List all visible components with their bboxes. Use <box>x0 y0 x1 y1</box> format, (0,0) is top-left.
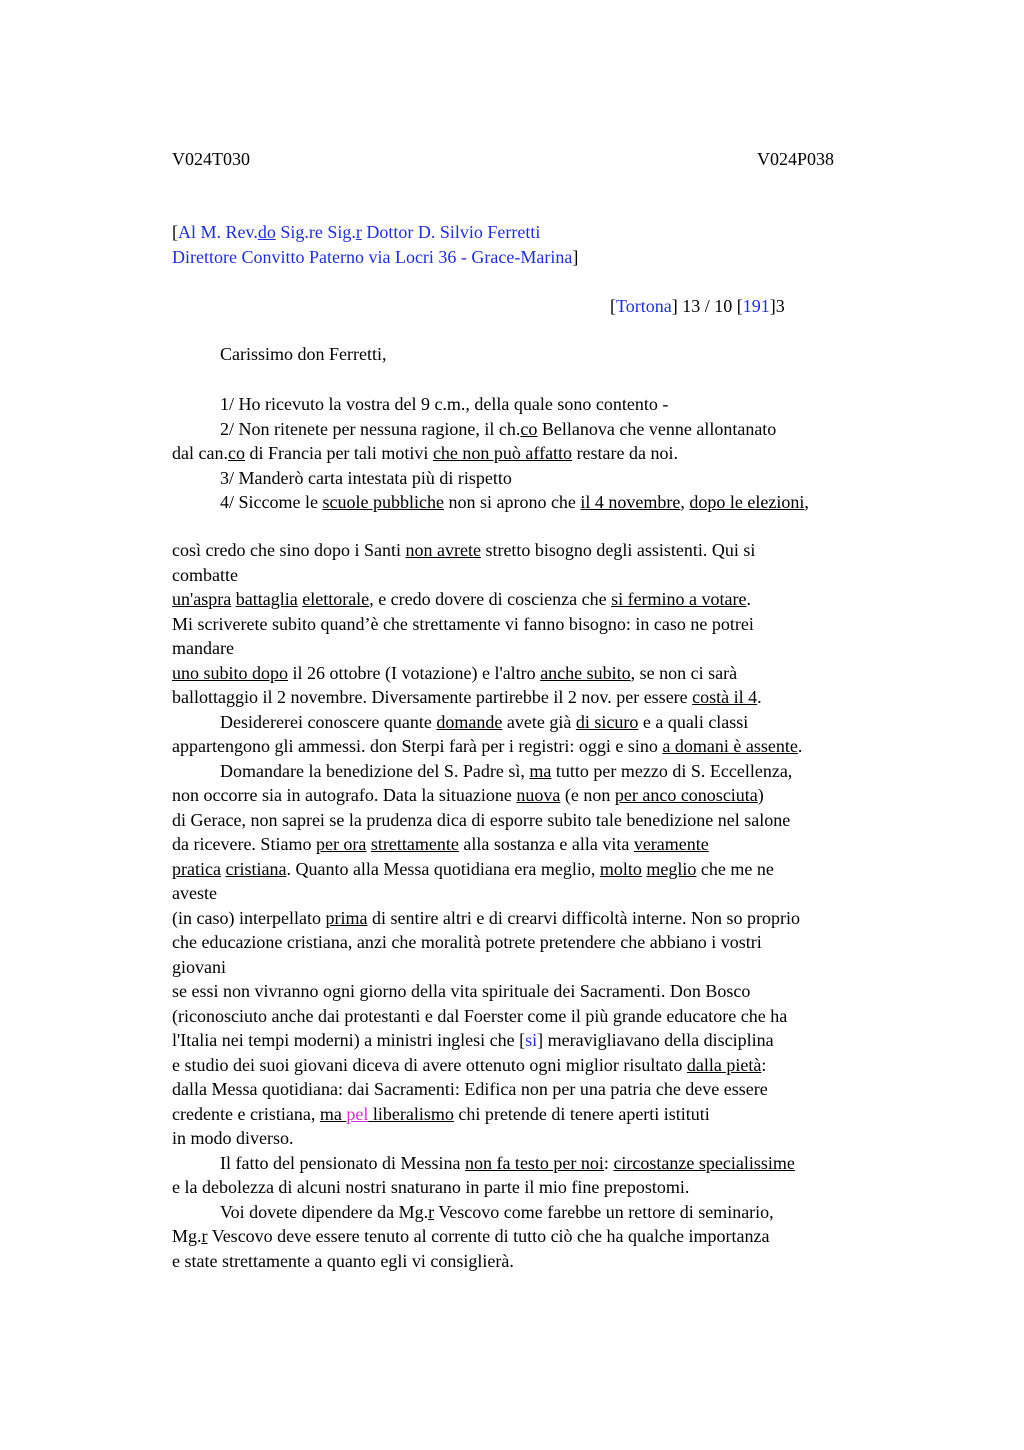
body-line: (in caso) interpellato prima di sentire altri e di crearvi difficoltà interne. Non so proprio <box>172 907 800 928</box>
body-line: uno subito dopo il 26 ottobre (I votazione) e l'altro anche subito, se non ci sarà <box>172 662 738 683</box>
address-line-2: Direttore Convitto Paterno via Locri 36 - Grace-Marina] <box>172 246 579 267</box>
point-2: 2/ Non ritenete per nessuna ragione, il ch.co Bellanova che venne allontanato <box>220 418 777 439</box>
letter-body <box>172 538 802 1273</box>
body-line: giovani <box>172 956 226 977</box>
body-line: da ricevere. Stiamo per ora strettamente alla sostanza e alla vita veramente <box>172 834 709 854</box>
body-line: Domandare la benedizione del S. Padre sì, ma tutto per mezzo di S. Eccellenza, <box>220 760 793 781</box>
body-line: un'aspra battaglia elettorale, e credo dovere di coscienza che si fermino a votare. <box>172 589 752 609</box>
body-line: Mg.r Vescovo deve essere tenuto al corrente di tutto ciò che ha qualche importanza <box>172 1226 770 1246</box>
body-line: Mi scriverete subito quand’è che strettamente vi fanno bisogno: in caso ne potrei <box>172 613 754 634</box>
body-line: ballottaggio il 2 novembre. Diversamente partirebbe il 2 nov. per essere costà il 4. <box>172 687 762 707</box>
body-line: pratica cristiana. Quanto alla Messa quotidiana era meglio, molto meglio che me ne <box>172 858 774 879</box>
body-line: aveste <box>172 883 217 903</box>
body-line: in modo diverso. <box>172 1128 294 1148</box>
dateline: [Tortona] 13 / 10 [191]3 <box>610 296 785 316</box>
body-line: (riconosciuto anche dai protestanti e dal Foerster come il più grande educatore che ha <box>172 1005 788 1026</box>
point-1: 1/ Ho ricevuto la vostra del 9 c.m., della quale sono contento - <box>220 394 669 414</box>
point-3: 3/ Manderò carta intestata più di rispetto <box>220 467 512 488</box>
body-line: mandare <box>172 638 234 658</box>
body-line: così credo che sino dopo i Santi non avrete stretto bisogno degli assistenti. Qui si <box>172 540 756 560</box>
address-line-1: [Al M. Rev.do Sig.re Sig.r Dottor D. Silvio Ferretti <box>172 222 541 242</box>
body-line: di Gerace, non saprei se la prudenza dica di esporre subito tale benedizione nel salone <box>172 809 791 830</box>
document-code-right: V024P038 <box>757 149 835 169</box>
body-line: credente e cristiana, ma pel liberalismo chi pretende di tenere aperti istituti <box>172 1103 710 1124</box>
body-line: Il fatto del pensionato di Messina non fa testo per noi: circostanze specialissime <box>220 1152 795 1173</box>
body-line: e studio dei suoi giovani diceva di avere ottenuto ogni miglior risultato dalla pietà: <box>172 1054 767 1075</box>
body-line: che educazione cristiana, anzi che moralità potrete pretendere che abbiano i vostri <box>172 932 762 952</box>
body-line: se essi non vivranno ogni giorno della vita spirituale dei Sacramenti. Don Bosco <box>172 981 751 1001</box>
salutation: Carissimo don Ferretti, <box>220 344 387 364</box>
body-line: l'Italia nei tempi moderni) a ministri inglesi che [si] meravigliavano della disciplina <box>172 1030 774 1050</box>
body-line: Desidererei conoscere quante domande avete già di sicuro e a quali classi <box>220 711 749 732</box>
body-line: combatte <box>172 564 238 585</box>
body-line: dalla Messa quotidiana: dai Sacramenti: Edifica non per una patria che deve essere <box>172 1079 768 1099</box>
numbered-points <box>172 392 809 515</box>
body-line: Voi dovete dipendere da Mg.r Vescovo come farebbe un rettore di seminario, <box>220 1201 774 1222</box>
point-2-continued: dal can.co di Francia per tali motivi che non può affatto restare da noi. <box>172 443 679 463</box>
body-line: e la debolezza di alcuni nostri snaturano in parte il mio fine prepostomi. <box>172 1177 690 1197</box>
body-line: e state strettamente a quanto egli vi consiglierà. <box>172 1250 514 1271</box>
recipient-address <box>172 220 578 269</box>
body-line: non occorre sia in autografo. Data la situazione nuova (e non per anco conosciuta) <box>172 785 764 805</box>
body-line: appartengono gli ammessi. don Sterpi farà per i registri: oggi e sino a domani è assente. <box>172 736 803 756</box>
document-code-left: V024T030 <box>172 149 250 169</box>
point-4: 4/ Siccome le scuole pubbliche non si aprono che il 4 novembre, dopo le elezioni, <box>220 492 809 512</box>
